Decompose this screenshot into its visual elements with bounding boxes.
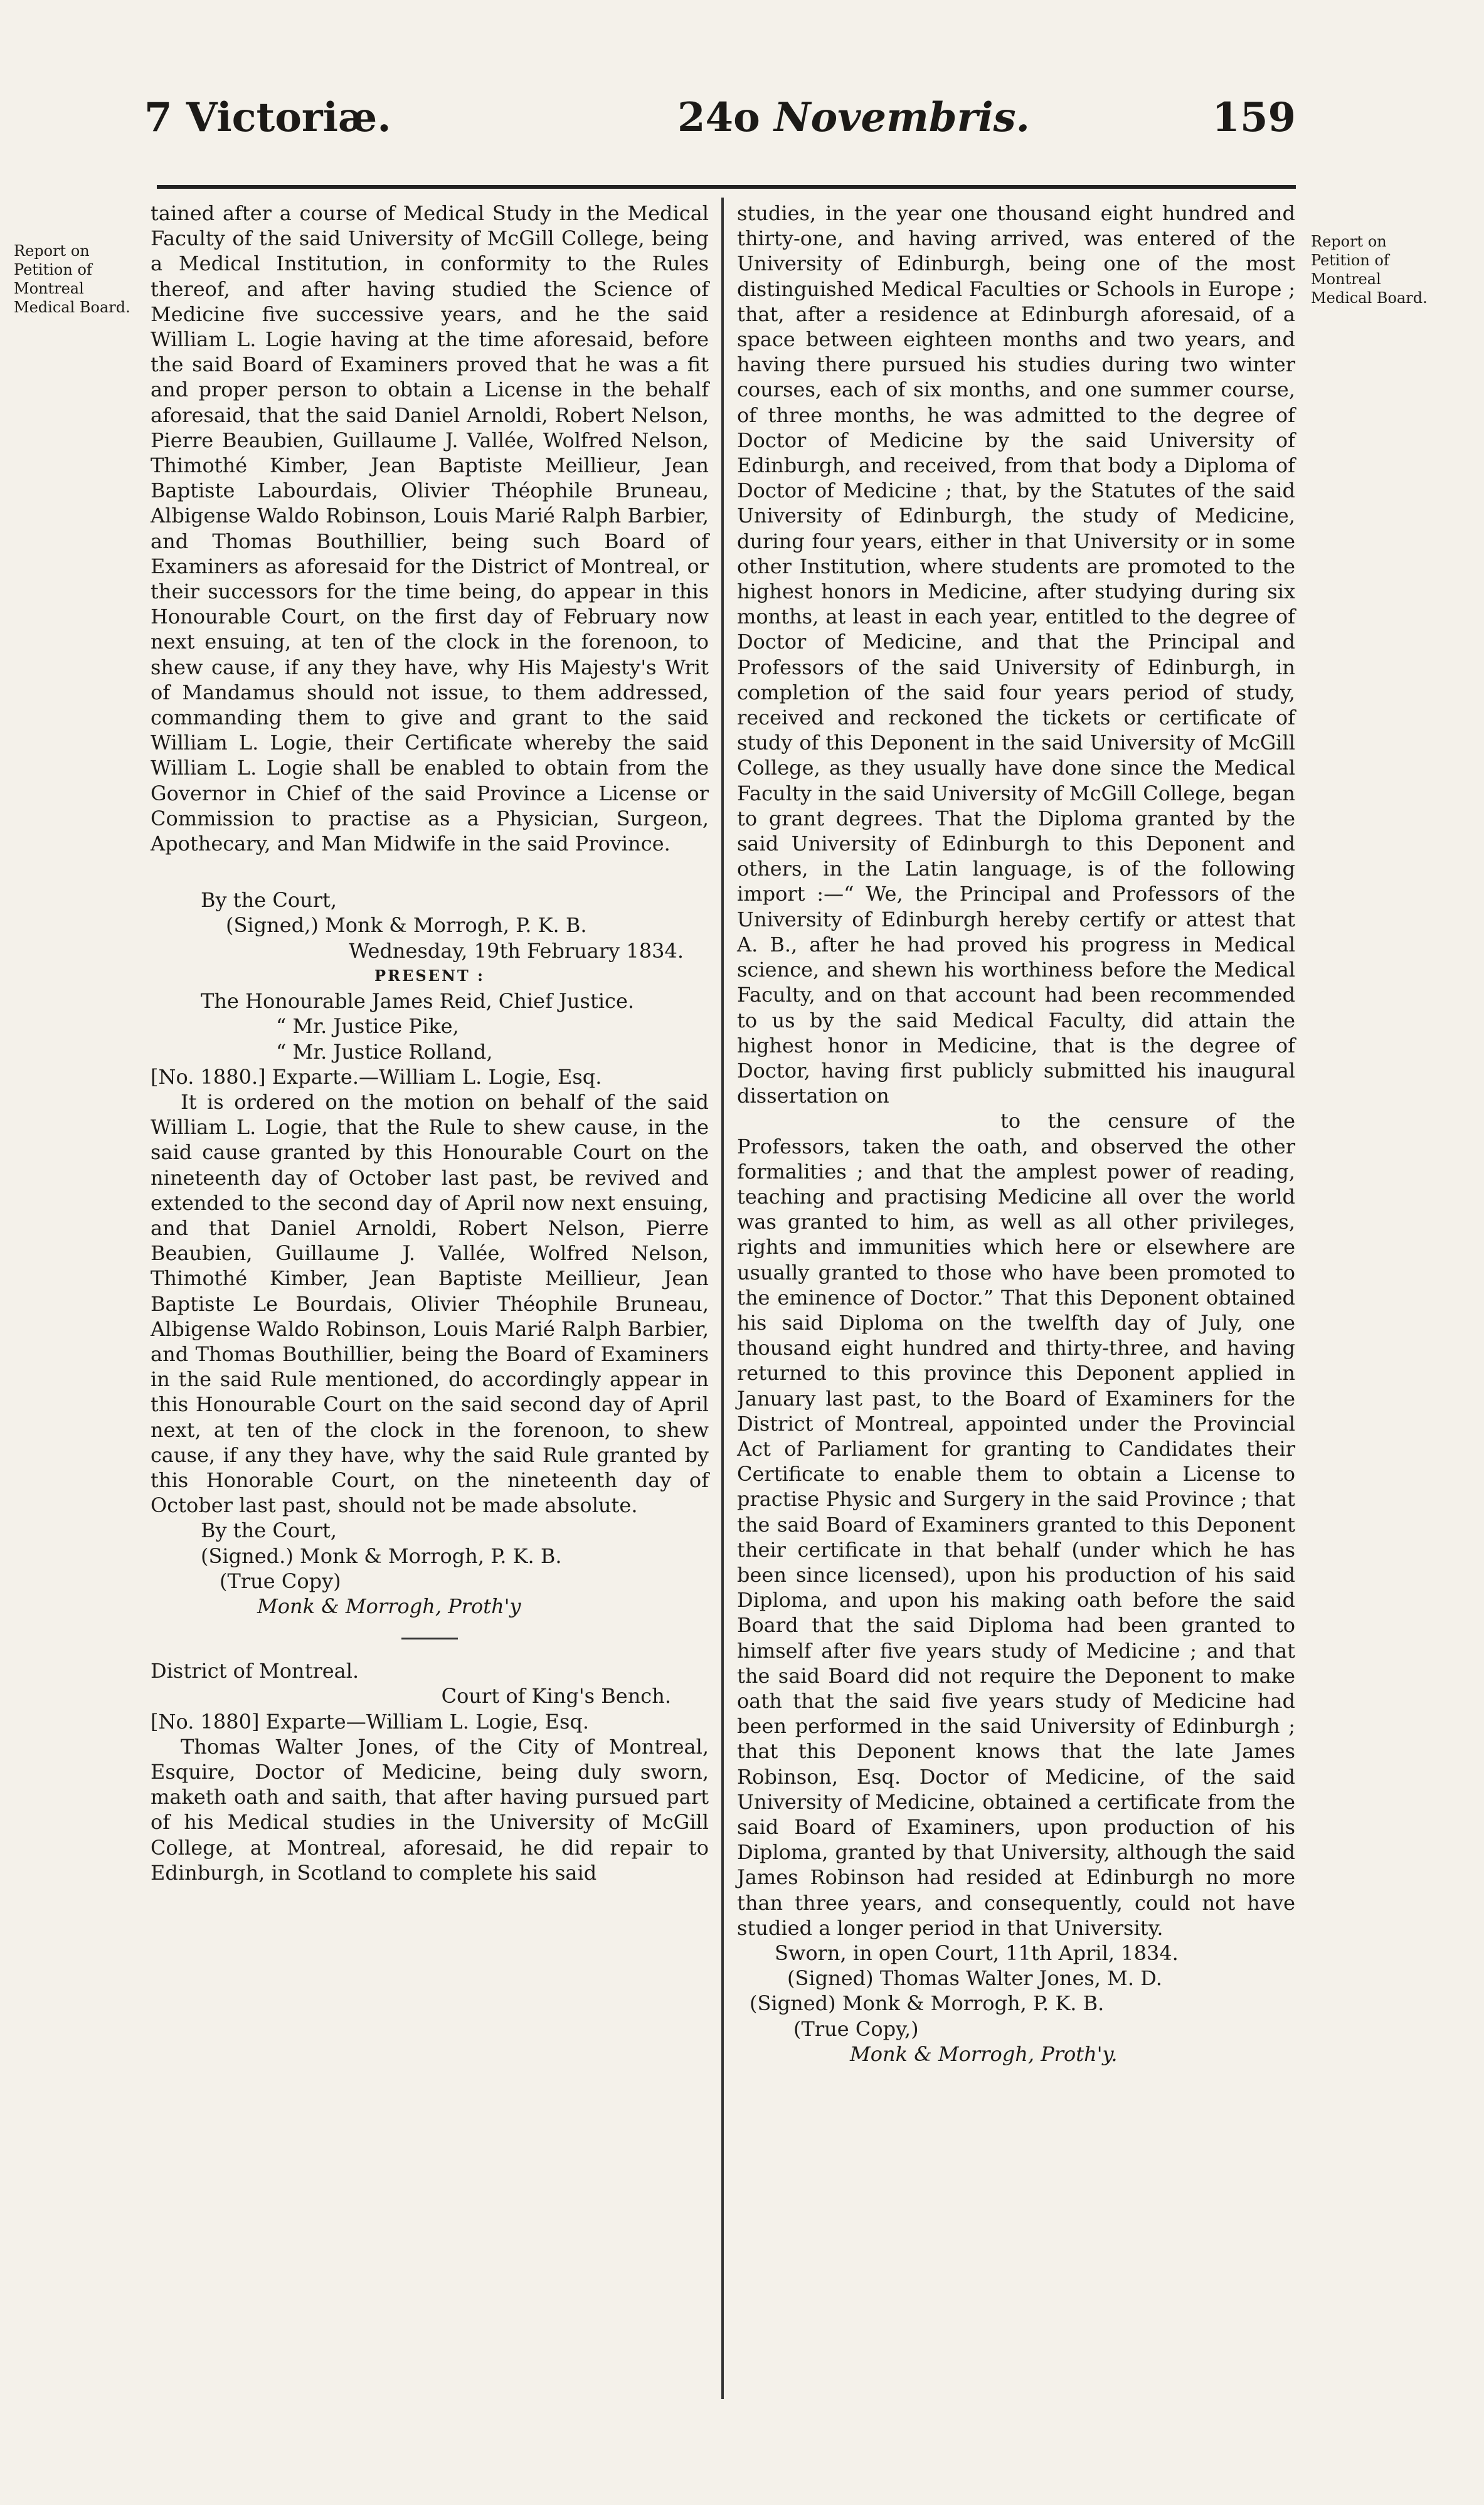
margin-note-left: Report on Petition of Montreal Medical Board.	[14, 242, 130, 316]
true-copy-2: (True Copy,)	[793, 2016, 919, 2041]
page-number: 159	[1212, 94, 1296, 141]
page-header	[132, 94, 1296, 163]
signed-deponent: (Signed) Thomas Walter Jones, M. D.	[787, 1966, 1162, 1991]
present-justice-pike: “ Mr. Justice Pike,	[276, 1014, 459, 1039]
section-rule	[401, 1638, 458, 1639]
court-line: Court of King's Bench.	[441, 1684, 671, 1708]
header-month: Novembris.	[774, 94, 1030, 141]
header-day: 24o	[677, 94, 760, 141]
prothonotary-2: Monk & Morrogh, Proth'y.	[850, 2042, 1118, 2066]
present-chief-justice: The Honourable James Reid, Chief Justice.	[201, 989, 635, 1014]
district-line: District of Montreal.	[151, 1659, 359, 1683]
right-paragraph-1: studies, in the year one thousand eight hundred and thirty-one, and having arrived, was entered of the University of Edinburgh, being one of the most distinguished Medical Faculties or Schools in Europe ; that, after a residence at Edinburgh aforesaid, of a space between eighteen months and two years, and having there pursued his studies during two winter courses, each of six months, and one summer course, of three months, he was admitted to the degree of Doctor of Medicine by the said University of Edinburgh, and received, from that body a Diploma of Doctor of Medicine ; that, by the Statutes of the said University of Edinburgh, the study of Medicine, during four years, either in that University or in some other Institution, where students are promoted to the highest honors in Medicine, after studying during six months, at least in each year, entitled to the degree of Doctor of Medicine, and that the Principal and Professors of the said University of Edinburgh, in completion of the said four years period of study, received and reckoned the tickets or certificate of study of this Deponent in the said University of McGill College, as they usually have done since the Medical Faculty in the said University of McGill College, began to grant degrees. That the Diploma granted by the said University of Edinburgh to this Deponent and others, in the Latin language, is of the following import :—“ We, the Principal and Professors of the University of Edinburgh hereby certify or attest that A. B., after he had proved his progress in Medical science, and shewn his worthiness before the Medical Faculty, and on that account had been recommended to us by the said Medical Faculty, did attain the highest honor in Medicine, that is the degree of Doctor, having first publicly submitted his inaugural dissertation on	[737, 201, 1295, 1108]
signed-2: (Signed.) Monk & Morrogh, P. K. B.	[201, 1544, 562, 1568]
present-justice-rolland: “ Mr. Justice Rolland,	[276, 1039, 493, 1064]
true-copy-1: (True Copy)	[220, 1569, 341, 1593]
by-the-court-2: By the Court,	[201, 1518, 337, 1543]
column-divider	[721, 198, 724, 2399]
left-column	[151, 201, 709, 1885]
case-number-2: [No. 1880] Exparte—William L. Logie, Esq.	[151, 1709, 590, 1734]
left-paragraph-3: Thomas Walter Jones, of the City of Montreal, Esquire, Doctor of Medicine, being duly sworn, maketh oath and saith, that after having pursued part of his Medical studies in the University of McGill College, at Montreal, aforesaid, he did repair to Edinburgh, in Scotland to complete his said	[151, 1734, 709, 1885]
header-rule	[157, 185, 1296, 189]
right-paragraph-1b: to the censure of the Professors, taken the oath, and observed the other formalities ; and that the amplest power of reading, teaching and practising Medicine all over the world was granted to him, as well as all other privileges, rights and immunities which here or elsewhere are usually granted to those who have been promoted to the eminence of Doctor.” That this Deponent obtained his said Diploma on the twelfth day of July, one thousand eight hundred and thirty-three, and having returned to this province this Deponent applied in January last past, to the Board of Examiners for the District of Montreal, appointed under the Provincial Act of Parliament for granting to Candidates their Certificate to enable them to obtain a License to practise Physic and Surgery in the said Province ; that the said Board of Examiners granted to this Deponent their certificate in that behalf (under which he has been since licensed), upon his production of his said Diploma, and upon his making oath before the said Board that the said Diploma had been granted to himself after five years study of Medicine ; and that the said Board did not require the Deponent to make oath that the said five years study of Medicine had been performed in the said University of Edinburgh ; that this Deponent knows that the late James Robinson, Esq. Doctor of Medicine, of the said University of Medicine, obtained a certificate from the said Board of Examiners, upon production of his Diploma, granted by that University, although the said James Robinson had resided at Edinburgh no more than three years, and consequently, could not have studied a longer period in that University.	[737, 1109, 1295, 1940]
regnal-year: 7 Victoriæ.	[144, 94, 391, 141]
case-number-1: [No. 1880.] Exparte.—William L. Logie, Esq.	[151, 1064, 602, 1089]
margin-note-right: Report on Petition of Montreal Medical Board.	[1311, 233, 1428, 307]
left-paragraph-1: tained after a course of Medical Study in the Medical Faculty of the said University of McGill College, being a Medical Institution, in conformity to the Rules thereof, and after having studied the Science of Medicine five successive years, and he the said William L. Logie having at the time aforesaid, before the said Board of Examiners proved that he was a fit and proper person to obtain a License in the behalf aforesaid, that the said Daniel Arnoldi, Robert Nelson, Pierre Beaubien, Guillaume J. Vallée, Wolfred Nelson, Thimothé Kimber, Jean Baptiste Meillieur, Jean Baptiste Labourdais, Olivier Théophile Bruneau, Albigense Waldo Robinson, Louis Marié Ralph Barbier, and Thomas Bouthillier, being such Board of Examiners as aforesaid for the District of Montreal, or their successors for the time being, do appear in this Honourable Court, on the first day of February now next ensuing, at ten of the clock in the forenoon, to shew cause, if any they have, why His Majesty's Writ of Mandamus should not issue, to them addressed, commanding them to give and grant to the said William L. Logie, their Certificate whereby the said William L. Logie shall be enabled to obtain from the Governor in Chief of the said Province a License or Commission to practise as a Physician, Surgeon, Apothecary, and Man Midwife in the said Province.	[151, 201, 709, 856]
present-heading: PRESENT :	[374, 966, 485, 985]
signed-court: (Signed) Monk & Morrogh, P. K. B.	[750, 1991, 1105, 2016]
sworn-line: Sworn, in open Court, 11th April, 1834.	[775, 1941, 1179, 1966]
date-line: Wednesday, 19th February 1834.	[349, 938, 684, 963]
prothonotary-1: Monk & Morrogh, Proth'y	[257, 1594, 521, 1618]
right-column	[737, 201, 1295, 2067]
header-date	[677, 94, 1030, 141]
by-the-court-1: By the Court,	[201, 888, 337, 913]
signed-1: (Signed,) Monk & Morrogh, P. K. B.	[226, 913, 587, 938]
left-paragraph-2: It is ordered on the motion on behalf of the said William L. Logie, that the Rule to shew cause, in the said cause granted by this Honourable Court on the nineteenth day of October last past, be revived and extended to the second day of April now next ensuing, and that Daniel Arnoldi, Robert Nelson, Pierre Beaubien, Guillaume J. Vallée, Wolfred Nelson, Thimothé Kimber, Jean Baptiste Meillieur, Jean Baptiste Le Bourdais, Olivier Théophile Bruneau, Albigense Waldo Robinson, Louis Marié Ralph Barbier, and Thomas Bouthillier, being the Board of Examiners in the said Rule mentioned, do accordingly appear in this Honourable Court on the said second day of April next, at ten of the clock in the forenoon, to shew cause, if any they have, why the said Rule granted by this Honorable Court, on the nineteenth day of October last past, should not be made absolute.	[151, 1089, 709, 1518]
